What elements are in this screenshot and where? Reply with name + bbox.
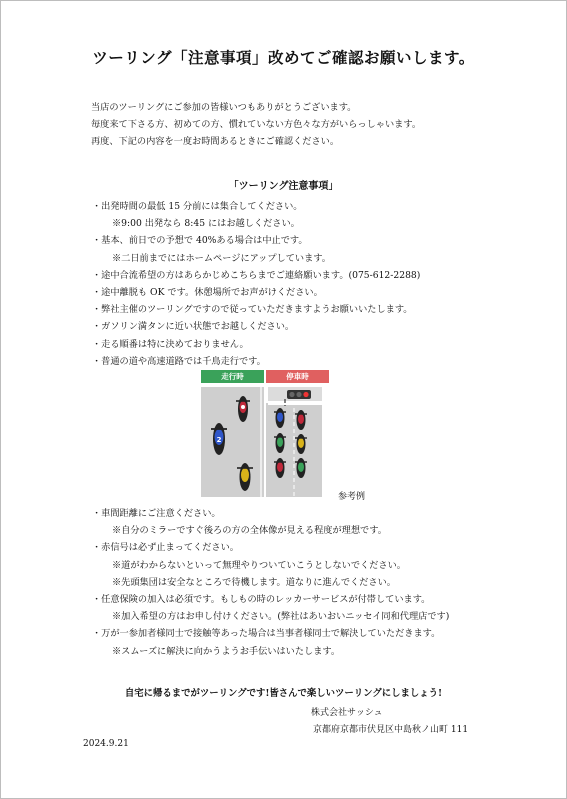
list-item: ・走る順番は特に決めておりません。 — [92, 338, 249, 350]
intro-line: 当店のツーリングにご参加の皆様いつもありがとうございます。 — [91, 102, 357, 113]
stop-line — [268, 403, 322, 405]
list-item: ・赤信号は必ず止まってください。 — [92, 542, 239, 554]
section-subtitle: 「ツーリング注意事項」 — [228, 181, 339, 192]
list-item: ・出発時間の最低 15 分前には集合してください。 — [92, 201, 303, 212]
list-item-note: ※先頭集団は安全なところで待機します。道なりに進んでください。 — [112, 576, 396, 588]
closing-message: 自宅に帰るまでがツーリングです!皆さんで楽しいツーリングにしましょう! — [124, 688, 443, 699]
list-item: ・基本、前日での予想で 40%ある場合は中止です。 — [92, 235, 308, 247]
list-item-note: ※スムーズに解決に向かうようお手伝いはいたします。 — [112, 645, 341, 657]
list-item: ・万が一参加者様同士で接触等あった場合は当事者様同士で解決していただきます。 — [92, 628, 441, 640]
notes-list-top — [92, 198, 420, 370]
list-item: ・弊社主催のツーリングですので従っていただきますようお願いいたします。 — [92, 304, 413, 316]
list-item: ・普通の道や高速道路では千鳥走行です。 — [92, 355, 266, 367]
list-item: ・任意保険の加入は必須です。もしもの時のレッカーサービスが付帯しています。 — [92, 594, 431, 606]
intro-line: 再度、下記の内容を一度お時間あるときにご確認ください。 — [91, 136, 340, 147]
company-name: 株式会社サッシュ — [311, 708, 383, 718]
page-title: ツーリング「注意事項」改めてご確認お願いします。 — [92, 48, 475, 67]
running-road — [201, 387, 264, 497]
intro-paragraph — [91, 99, 421, 150]
caption-area — [309, 442, 319, 474]
list-item: ・途中離脱も OK です。休憩場所でお声がけください。 — [92, 287, 323, 299]
bike-number-label: 2 — [216, 436, 222, 444]
list-item-note: ※自分のミラーですぐ後ろの方の全体像が見える程度が理想です。 — [112, 525, 387, 537]
list-item-note: ※二日前までにはホームページにアップしています。 — [112, 252, 331, 264]
notes-list-bottom — [92, 505, 449, 660]
list-item: ・ガソリン満タンに近い状態でお越しください。 — [92, 321, 295, 333]
formation-illustration — [201, 370, 329, 497]
reference-caption: 参考例 — [338, 492, 366, 502]
running-label: 走行時 — [201, 370, 264, 383]
list-item-note: ※道がわからないといって無理やりついていこうとしないでください。 — [112, 559, 406, 571]
formation-diagram — [201, 370, 329, 497]
document-date: 2024.9.21 — [83, 739, 129, 749]
list-item: ・車間距離にご注意ください。 — [92, 508, 221, 519]
list-item: ・途中合流希望の方はあらかじめこちらまでご連絡願います。(075-612-2288) — [92, 269, 421, 281]
list-item-note: ※9:00 出発なら 8:45 にはお越しください。 — [112, 218, 300, 230]
intro-line: 毎度来て下さる方、初めての方、慣れていない方色々な方がいらっしゃいます。 — [91, 119, 422, 130]
stopped-label: 停車時 — [266, 370, 329, 383]
company-address: 京都府京都市伏見区中島秋ノ山町 111 — [313, 725, 469, 735]
list-item-note: ※加入希望の方はお申し付けください。(弊社はあいおいニッセイ同和代理店です) — [112, 611, 450, 623]
